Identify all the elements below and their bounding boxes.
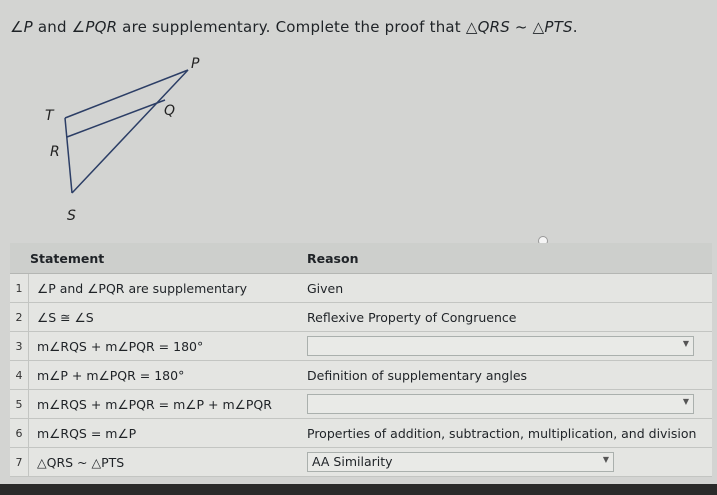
vertex-label-r: R [50, 144, 60, 160]
statement-cell: ∠S ≅ ∠S [29, 303, 308, 332]
vertex-label-s: S [67, 208, 76, 224]
reason-cell [307, 390, 712, 419]
prompt-text: . [572, 18, 578, 36]
table-row [10, 390, 712, 419]
proof-table [10, 243, 712, 477]
statement-cell: ∠P and ∠PQR are supplementary [29, 274, 308, 303]
row-number: 2 [10, 303, 29, 332]
prompt-text: and [32, 18, 72, 36]
row-number: 6 [10, 419, 29, 448]
row-number: 7 [10, 448, 29, 477]
segment-rq [67, 100, 165, 137]
prompt-text: are supplementary. Complete the proof that [117, 18, 466, 36]
reason-header: Reason [307, 243, 712, 274]
chevron-down-icon: ▼ [682, 339, 689, 348]
reason-cell: Reflexive Property of Congruence [307, 303, 712, 332]
table-row [10, 274, 712, 303]
statement-cell: m∠P + m∠PQR = 180° [29, 361, 308, 390]
reason-dropdown-row3[interactable] [307, 336, 694, 356]
table-row [10, 303, 712, 332]
reason-dropdown-row7[interactable] [307, 452, 614, 472]
row-number: 1 [10, 274, 29, 303]
table-row [10, 448, 712, 477]
statement-cell: △QRS ~ △PTS [29, 448, 308, 477]
triangle-figure [0, 0, 717, 240]
row-number: 3 [10, 332, 29, 361]
reason-cell: Given [307, 274, 712, 303]
table-header-row [10, 243, 712, 274]
statement-cell: m∠RQS = m∠P [29, 419, 308, 448]
table-row [10, 361, 712, 390]
vertex-label-q: Q [164, 103, 176, 119]
reason-cell [307, 332, 712, 361]
vertex-label-t: T [45, 108, 54, 124]
dropdown-value: AA Similarity [312, 454, 393, 469]
table-row [10, 332, 712, 361]
statement-cell: m∠RQS + m∠PQR = m∠P + m∠PQR [29, 390, 308, 419]
statement-cell: m∠RQS + m∠PQR = 180° [29, 332, 308, 361]
angle-p-text: ∠P [10, 18, 33, 36]
row-number: 5 [10, 390, 29, 419]
vertex-label-p: P [191, 56, 200, 72]
reason-cell: Properties of addition, subtraction, multiplication, and division [307, 419, 712, 448]
side-ps [72, 70, 188, 193]
bottom-bar [0, 484, 717, 495]
chevron-down-icon: ▼ [602, 455, 609, 464]
triangle-diagram [0, 0, 717, 240]
angle-pqr-text: ∠PQR [71, 18, 118, 36]
chevron-down-icon: ▼ [682, 397, 689, 406]
reason-dropdown-row5[interactable] [307, 394, 694, 414]
reason-cell [307, 448, 712, 477]
statement-header: Statement [10, 243, 307, 274]
side-ts [65, 118, 72, 193]
reason-cell: Definition of supplementary angles [307, 361, 712, 390]
table-row [10, 419, 712, 448]
similarity-text: △QRS ~ △PTS [465, 18, 573, 36]
row-number: 4 [10, 361, 29, 390]
